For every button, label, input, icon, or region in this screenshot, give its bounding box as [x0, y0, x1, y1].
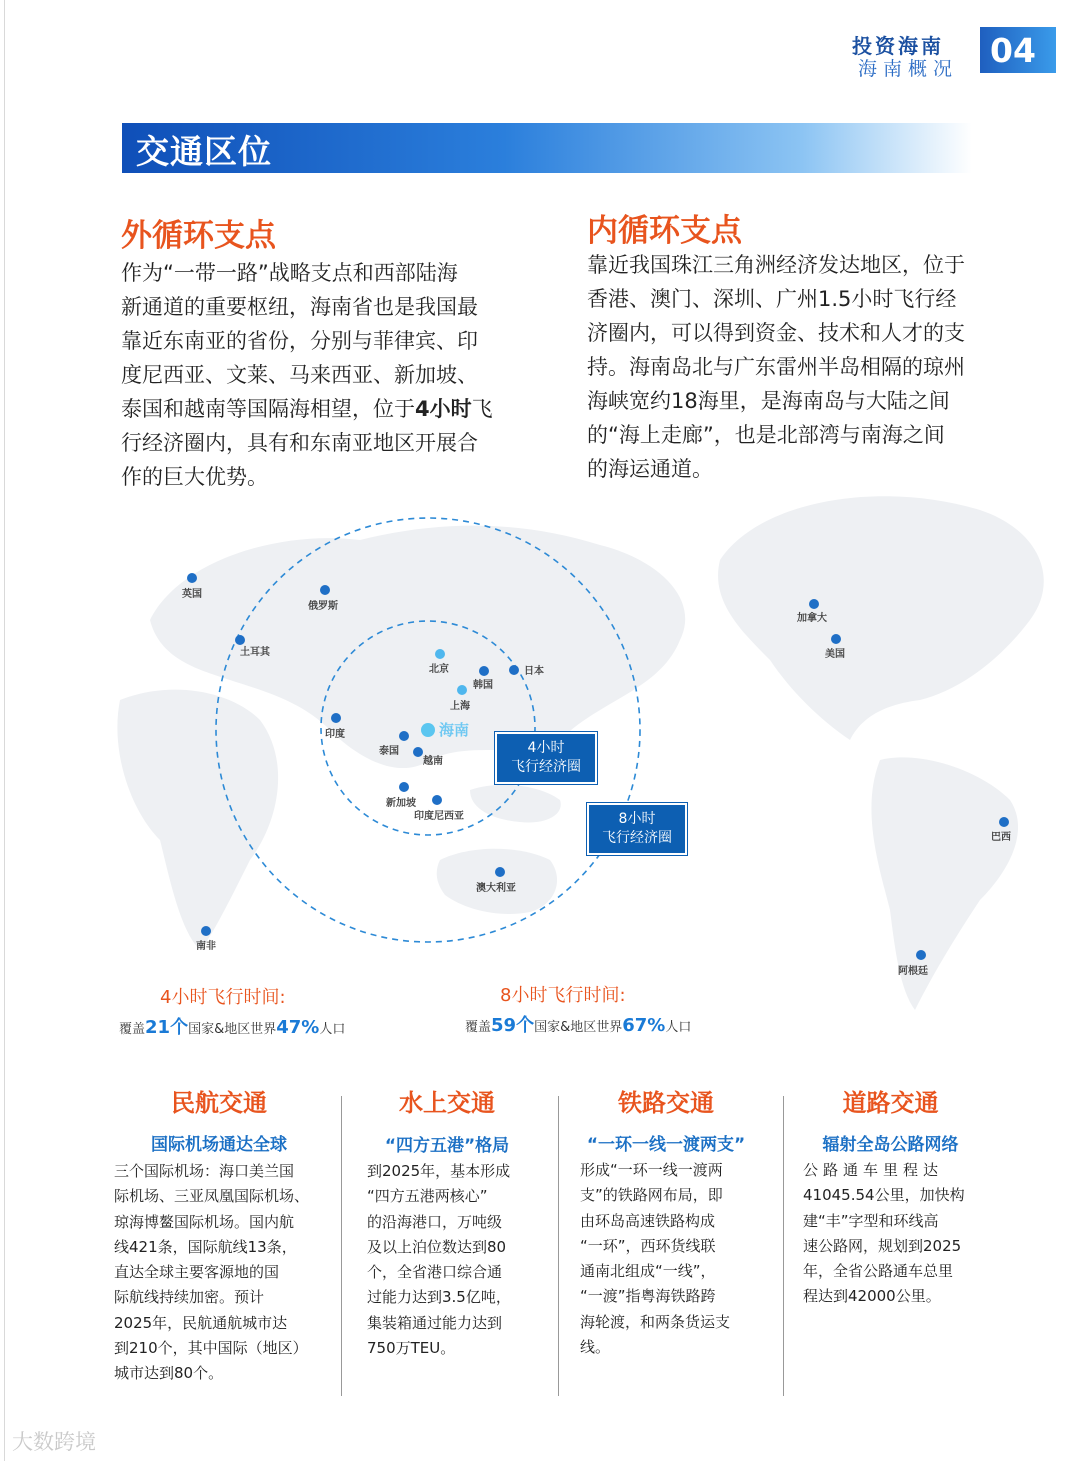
city-dot — [399, 782, 409, 792]
city-label: 北京 — [429, 664, 449, 675]
column-divider — [558, 1096, 559, 1396]
text-line: 海峡宽约18海里，是海南岛与大陆之间 — [587, 389, 950, 413]
city-label: 加拿大 — [797, 613, 827, 624]
city-dot — [187, 573, 197, 583]
text-line: 度尼西亚、文莱、马来西亚、新加坡、 — [121, 363, 478, 387]
watermark: 大数跨境 — [12, 1430, 96, 1454]
text-line: 香港、澳门、深圳、广州1.5小时飞行经 — [587, 287, 957, 311]
column-body: 形成“一环一线一渡两 支”的铁路网布局，即 由环岛高速铁路构成 “一环”，西环货线联 通南北组成“一线”， “一渡”指粤海铁路跨 海轮渡，和两条货运支 线。 — [580, 1161, 731, 1357]
city-dot — [235, 635, 245, 645]
city-dot — [432, 795, 442, 805]
city-label: 澳大利亚 — [476, 883, 516, 894]
city-dot — [413, 747, 423, 757]
column-subtitle: “四方五港”格局 — [384, 1136, 510, 1156]
city-dot — [509, 665, 519, 675]
city-dot — [479, 666, 489, 676]
column-body: 到2025年，基本形成 “四方五港两核心” 的沿海港口，万吨级 及以上泊位数达到80 个，全省港口综合通 过能力达到3.5亿吨， 集装箱通过能力达到 750万TEU。 — [367, 1162, 511, 1358]
city-dot — [331, 713, 341, 723]
stat-4h-pct: 47% — [276, 1017, 320, 1038]
continent-africa — [117, 690, 278, 950]
city-dot — [999, 817, 1009, 827]
city-label: 英国 — [182, 589, 202, 600]
city-label: 泰国 — [379, 746, 399, 757]
city-dot — [831, 634, 841, 644]
city-label: 美国 — [825, 649, 845, 660]
city-label: 上海 — [450, 701, 470, 712]
city-dot — [916, 950, 926, 960]
column-rail — [580, 1083, 752, 1360]
city-dot — [495, 867, 505, 877]
city-label: 俄罗斯 — [308, 601, 338, 612]
outer-loop-title: 外循环支点 — [121, 218, 276, 254]
city-label: 阿根廷 — [898, 966, 928, 977]
city-dot — [201, 926, 211, 936]
continent-australia — [437, 849, 557, 914]
stat-4h-count: 21个 — [145, 1017, 189, 1038]
city-dot — [809, 599, 819, 609]
text-line: 靠近我国珠江三角洲经济发达地区，位于 — [587, 253, 965, 277]
text-line: 行经济圈内，具有和东南亚地区开展合 — [121, 431, 478, 455]
highlight-4h: 4小时 — [415, 397, 472, 421]
column-subtitle: 国际机场通达全球 — [151, 1135, 287, 1155]
column-body: 三个国际机场：海口美兰国 际机场、三亚凤凰国际机场、 琼海博鳌国际机场。国内航 线421条，国际航线13条， 直达全球主要客源地的国 际航线持续加密。预计 2025年，民航通航城市达 到210个，其中国际（地区） 城市达到80个。 — [114, 1162, 310, 1383]
text-line: 泰国和越南等国隔海相望，位于4小时飞 — [121, 397, 493, 421]
text-line: 济圈内，可以得到资金、技术和人才的支 — [587, 321, 965, 345]
column-subtitle: 辐射全岛公路网络 — [822, 1135, 959, 1155]
city-dot — [399, 731, 409, 741]
hub-label: 海南 — [439, 721, 470, 739]
header-subtitle: 海南概况 — [858, 58, 959, 80]
column-water — [367, 1083, 527, 1361]
label-4h-circle: 4小时 飞行经济圈 — [495, 732, 597, 784]
stat-8h-pct: 67% — [622, 1015, 666, 1036]
column-title: 水上交通 — [399, 1089, 495, 1117]
city-dot — [320, 585, 330, 595]
inner-loop-title: 内循环支点 — [587, 213, 742, 249]
text-line: 新通道的重要枢纽，海南省也是我国最 — [121, 295, 478, 319]
column-title: 铁路交通 — [618, 1089, 714, 1117]
city-label: 新加坡 — [386, 798, 416, 809]
stat-8h-count: 59个 — [491, 1015, 535, 1036]
text-line: 作为“一带一路”战略支点和西部陆海 — [121, 261, 458, 285]
label-8h-circle: 8小时 飞行经济圈 — [587, 803, 687, 855]
column-divider — [341, 1096, 342, 1396]
city-label: 巴西 — [991, 832, 1011, 843]
city-label: 印度尼西亚 — [414, 811, 464, 822]
column-aviation — [114, 1083, 324, 1387]
stat-8h-line: 覆盖59个国家&地区世界67%人口 — [465, 1015, 692, 1036]
header-title: 投资海南 — [852, 34, 944, 58]
continent-north-america — [718, 496, 1044, 740]
column-title: 民航交通 — [171, 1089, 267, 1117]
stat-8h-title: 8小时飞行时间: — [500, 985, 626, 1006]
text-line: 持。海南岛北与广东雷州半岛相隔的琼州 — [587, 355, 965, 379]
column-road — [803, 1083, 978, 1310]
text-line: 靠近东南亚的省份，分别与菲律宾、印 — [121, 329, 478, 353]
section-title: 交通区位 — [136, 132, 272, 171]
page-number: 04 — [990, 31, 1036, 70]
text-line: 的“海上走廊”，也是北部湾与南海之间 — [587, 423, 945, 447]
stat-4h-line: 覆盖21个国家&地区世界47%人口 — [119, 1017, 346, 1038]
text-line: 的海运通道。 — [587, 457, 713, 481]
hub-dot — [421, 723, 435, 737]
column-divider — [783, 1096, 784, 1396]
text-line: 作的巨大优势。 — [121, 465, 268, 489]
city-dot — [457, 685, 467, 695]
city-label: 印度 — [325, 729, 345, 740]
city-dot — [435, 649, 445, 659]
city-label: 日本 — [524, 666, 544, 677]
city-label: 土耳其 — [240, 647, 270, 658]
city-label: 韩国 — [473, 680, 493, 691]
city-label: 越南 — [423, 756, 443, 767]
column-title: 道路交通 — [842, 1089, 939, 1117]
continent-south-america — [871, 757, 1018, 1010]
city-label: 南非 — [196, 941, 216, 952]
column-body: 公路通车里程达 41045.54公里，加快构 建“丰”字型和环线高 速公路网，规划到2025 年，全省公路通车总里 程达到42000公里。 — [803, 1161, 965, 1306]
column-subtitle: “一环一线一渡两支” — [586, 1135, 746, 1155]
stat-4h-title: 4小时飞行时间: — [160, 987, 286, 1008]
